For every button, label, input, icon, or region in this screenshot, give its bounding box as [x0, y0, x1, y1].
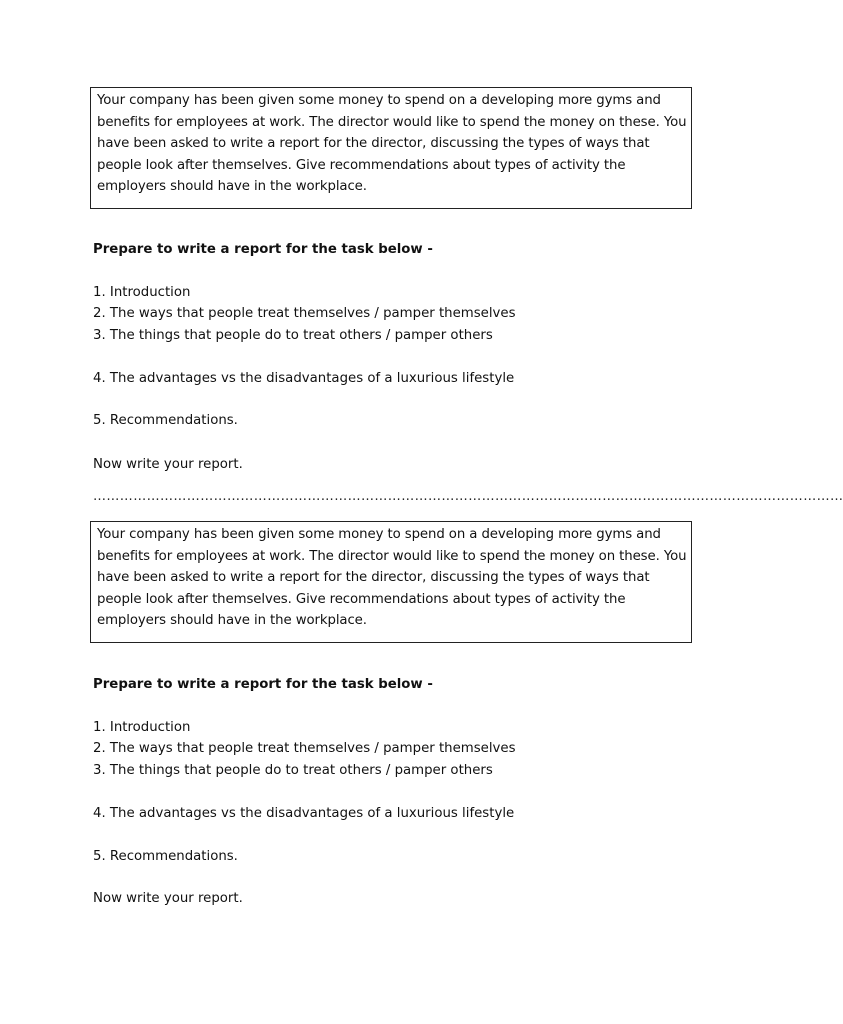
- task-line: have been asked to write a report for the director, discussing the types of ways that: [97, 570, 650, 586]
- task-line: have been asked to write a report for the director, discussing the types of ways that: [97, 136, 650, 152]
- task-line: employers should have in the workplace.: [97, 179, 367, 195]
- closing-instruction: Now write your report.: [93, 891, 243, 906]
- task-line: people look after themselves. Give recommendations about types of activity the: [97, 591, 626, 607]
- list-item: 2. The ways that people treat themselves / pamper themselves: [93, 306, 516, 321]
- task-description-box: [90, 521, 692, 643]
- task-line: Your company has been given some money to spend on a developing more gyms and: [97, 93, 661, 108]
- closing-instruction: Now write your report.: [93, 457, 243, 472]
- list-item: 3. The things that people do to treat others / pamper others: [93, 763, 493, 778]
- section-heading: Prepare to write a report for the task below -: [93, 242, 433, 257]
- list-item: 4. The advantages vs the disadvantages of a luxurious lifestyle: [93, 806, 515, 821]
- list-item: 4. The advantages vs the disadvantages of a luxurious lifestyle: [93, 371, 515, 386]
- task-line: Your company has been given some money to spend on a developing more gyms and: [97, 527, 661, 542]
- list-item: 5. Recommendations.: [93, 413, 238, 428]
- task-line: employers should have in the workplace.: [97, 613, 367, 629]
- list-item: 1. Introduction: [93, 285, 191, 300]
- task-line: benefits for employees at work. The director would like to spend the money on these. You: [97, 114, 687, 130]
- list-item: 3. The things that people do to treat others / pamper others: [93, 328, 493, 343]
- list-item: 5. Recommendations.: [93, 849, 238, 864]
- task-line: people look after themselves. Give recommendations about types of activity the: [97, 157, 626, 173]
- section-heading: Prepare to write a report for the task below -: [93, 677, 433, 692]
- list-item: 2. The ways that people treat themselves / pamper themselves: [93, 741, 516, 756]
- task-description-box: [90, 87, 692, 209]
- dotted-separator: ……………………………………………………………………………………………………………………………………………………: [93, 489, 843, 504]
- task-line: benefits for employees at work. The director would like to spend the money on these. You: [97, 548, 687, 564]
- list-item: 1. Introduction: [93, 720, 191, 735]
